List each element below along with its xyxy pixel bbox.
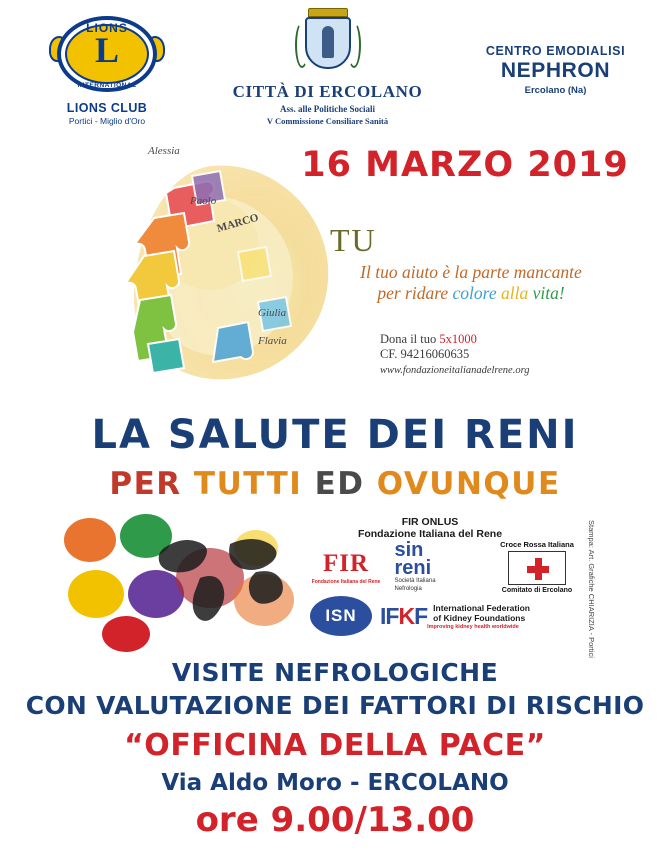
nephron-line-2: NEPHRON — [500, 59, 611, 82]
nephron-line-1: CENTRO EMODIALISI — [485, 44, 626, 58]
crest-wreath-right — [347, 22, 361, 68]
crest-shield — [305, 17, 351, 69]
dona-cf: CF. 94216060635 — [380, 347, 470, 361]
slogan-word-alla: alla — [496, 283, 533, 303]
dona-label: Dona il tuo — [380, 332, 440, 346]
ifkf-text-line-1: International Federation — [433, 602, 530, 613]
nephron-line-3: Ercolano (Na) — [524, 85, 587, 96]
croce-rossa-comitato: Comitato di Ercolano — [501, 587, 573, 594]
sponsor-logo-row-1 — [300, 540, 585, 594]
kidney-blob-yellow — [68, 570, 124, 618]
ifkf-mark-k: K — [398, 602, 415, 629]
fir-onlus-heading — [300, 516, 560, 540]
fir-onlus-line-2: Fondazione Italiana del Rene — [357, 528, 503, 540]
isn-logo: ISN — [310, 596, 372, 636]
croce-rossa-logo — [489, 540, 585, 594]
lions-badge-bottom-text: INTERNATIONAL — [77, 82, 137, 89]
venue-address: Via Aldo Moro - ERCOLANO — [161, 770, 509, 796]
sin-logo-sub-1: Società Italiana — [394, 577, 436, 584]
ifkf-logo — [380, 603, 560, 630]
lions-club-name: LIONS CLUB — [66, 101, 148, 115]
nephron-block — [463, 8, 648, 96]
subtitle-ovunque: OVUNQUE — [376, 466, 561, 502]
poster-header — [0, 8, 670, 136]
ifkf-logo-mark — [380, 603, 427, 630]
city-crest-icon — [299, 8, 357, 80]
slogan-line-2-a: per ridare — [377, 283, 453, 303]
ifkf-tagline: Improving kidney health worldwide — [427, 623, 519, 630]
tu-heading: TU — [330, 222, 377, 258]
slogan-line-1: Il tuo aiuto è la parte mancante — [360, 262, 582, 282]
kidney-blob-purple — [128, 570, 184, 618]
red-cross-horizontal — [527, 566, 549, 573]
comune-subtitle-1: Ass. alle Politiche Sociali — [280, 104, 375, 114]
fir-logo — [300, 550, 392, 585]
world-kidneys-artwork — [60, 508, 310, 656]
venue-name: “OFFICINA DELLA PACE” — [124, 728, 546, 763]
sin-logo — [394, 538, 487, 594]
subtitle-ed: ED — [314, 466, 365, 502]
ifkf-mark-f: F — [414, 602, 428, 629]
puzzle-label-flavia: Flavia — [258, 335, 287, 347]
lions-badge-letter: L — [94, 30, 119, 70]
subtitle-tutti: TUTTI — [193, 466, 303, 502]
dona-5x1000: 5x1000 — [439, 332, 477, 346]
sin-logo-text-bottom: reni — [394, 556, 432, 579]
puzzle-label-marco: MARCO — [215, 211, 260, 235]
slogan-word-colore: colore — [452, 283, 497, 303]
print-credit: Stampa: Art. Grafiche CHIARIZIA - Portici — [587, 520, 596, 658]
puzzle-label-paolo: Paolo — [190, 195, 217, 207]
sin-logo-text-top: sin — [394, 538, 424, 561]
sin-logo-sub-2: Nefrologia — [394, 586, 422, 592]
fir-onlus-line-1: FIR ONLUS — [401, 516, 459, 528]
ifkf-mark-if: IF — [380, 602, 399, 629]
dona-website[interactable]: www.fondazioneitalianadelrene.org — [380, 365, 530, 376]
comune-title: CITTÀ DI ERCOLANO — [232, 82, 423, 101]
puzzle-label-alessia: Alessia — [148, 145, 180, 157]
comune-block — [203, 8, 453, 126]
slogan-word-vita: vita! — [532, 283, 565, 303]
event-date: 16 MARZO 2019 — [301, 145, 629, 185]
crest-figure — [322, 26, 334, 58]
croce-rossa-title: Croce Rossa Italiana — [500, 540, 574, 549]
service-line-2: CON VALUTAZIONE DEI FATTORI DI RISCHIO — [25, 691, 645, 720]
lions-emblem-icon — [53, 12, 161, 96]
crest-crown — [308, 8, 348, 17]
lions-club-sub: Portici - Miglio d'Oro — [68, 116, 146, 126]
red-cross-icon — [508, 551, 566, 585]
subtitle-per: PER — [109, 466, 182, 502]
kidney-blob-red — [102, 616, 150, 652]
kidney-blob-orange — [64, 518, 116, 562]
fir-logo-caption: Fondazione Italiana del Rene — [311, 578, 381, 585]
slogan-block — [316, 262, 626, 304]
page-title: LA SALUTE DEI RENI — [91, 412, 579, 458]
lions-badge-top-text: LIONS — [86, 21, 128, 35]
event-hours: ore 9.00/13.00 — [195, 800, 475, 840]
puzzle-label-giulia: Giulia — [258, 307, 287, 319]
service-line-1: VISITE NEFROLOGICHE — [171, 658, 499, 687]
sponsor-logo-row-2 — [310, 596, 560, 636]
donation-block — [380, 332, 630, 378]
lions-club-logo-block — [22, 8, 192, 126]
ifkf-logo-text-block — [427, 603, 530, 630]
crest-wreath-left — [295, 22, 309, 68]
comune-subtitle-2: V Commissione Consiliare Sanità — [266, 116, 389, 126]
ifkf-text-line-2: of Kidney Foundations — [433, 612, 526, 623]
fir-logo-text: FIR — [322, 549, 370, 577]
page-subtitle — [0, 466, 670, 502]
